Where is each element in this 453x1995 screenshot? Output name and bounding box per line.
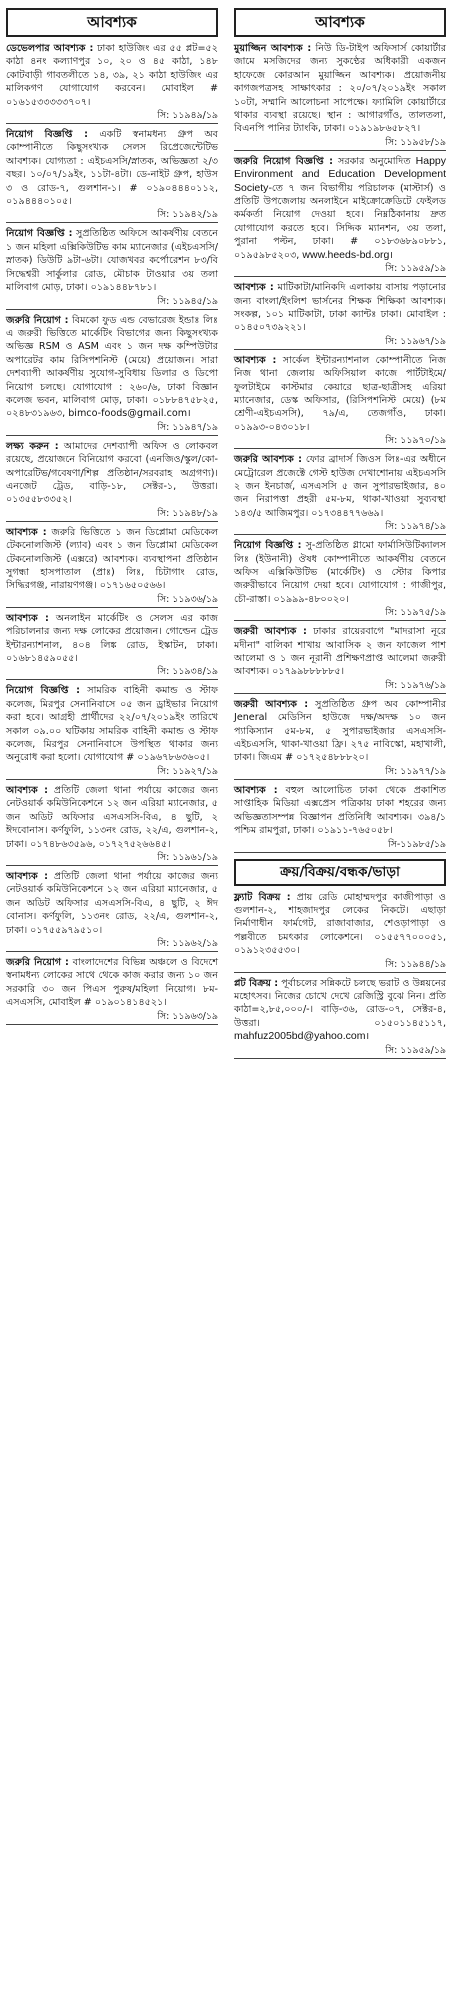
classified-ad [234, 279, 446, 352]
ad-code: সি: ১১৯৬১/১৯ [6, 851, 218, 866]
ad-keyword: আবশ্যক : [6, 612, 49, 624]
ad-code: সি: ১১৯৫৯/১৯ [234, 1044, 446, 1059]
ad-body: ঢাকা হাউজিং এর ৫৫ প্লট=৫২ কাঠা ৪নং কল্যাণপুর ১০, ২০ ও ৪৫ কাঠা, ১৪৮ কোটবাড়ী গাবতলীতে ১৪, ৩৯, ২১ কাঠা হাউজিং এর মালিকগণ যোগাযোগ করবেন। মোবাইল # ০১৬১৫৩৩৩৩৩৭০৭। [6, 43, 218, 108]
ad-body: প্রায় রেডি মোহাম্মদপুর কাজীপাড়া ও গুলশান-২, শাহজাদপুর লেকের নিকটে। এছাড়া নির্মাণাধীন ফার্মগেট, রাজাবাজার, শেওড়াপাড়া ও পল্লবীতে চমৎকার লোকেশনে। ০১৫৫৭৭০০০৫১, ০১৯১২৩৫৫৩০। [234, 891, 446, 957]
ad-body: সুপ্রতিষ্ঠিত অফিসে আকর্ষণীয় বেতনে ১ জন মহিলা এক্সিকিউটিভ কাম ম্যানেজার (এইচএসসি/স্নাতক) ডিউটি ৯টা-৬টা। যোজখবর কর্পোরেশন ৮৩/বি সিদ্ধেশ্বরী সার্কুলার রোড, মৌচাক টাওয়ার ৩য় তলা মালিবাগ মোড়, ঢাকা। ০১৯১৪৪৮৭৮১। [6, 228, 218, 294]
classified-ad [6, 682, 218, 781]
ad-keyword: ডেভেলপার আবশ্যক : [6, 43, 94, 54]
ad-code: সি: ১১৯৬৩/১৯ [6, 1010, 218, 1025]
section-header-wanted-right: আবশ্যক [234, 8, 446, 37]
classified-ad [234, 537, 446, 623]
ad-body: সরকার অনুমোদিত [332, 155, 416, 167]
ad-tail: । [389, 249, 394, 261]
classified-ad [6, 610, 218, 683]
ad-keyword: জরুরি নিয়োগ : [6, 956, 69, 968]
ad-body: অনলাইন মার্কেটিং ও সেলস এর কাজ পরিচালনার জন্য দক্ষ লোকের প্রয়োজন। গোল্ডেন ট্রেড ইন্টারন্যাশনাল, ৪০৪ লিঙ্ক রোড, ইস্কাটন, ঢাকা। ০১৬৮১৪৫৯০৫৫। [6, 612, 218, 665]
ad-website: www.heeds-bd.org [302, 248, 390, 261]
classified-ad [234, 451, 446, 537]
classified-ad [234, 153, 446, 279]
ad-keyword: নিয়োগ বিজ্ঞপ্তি : [6, 228, 73, 240]
ad-code: সি: ১১৯২৭/১৯ [6, 765, 218, 780]
ad-code: সি: ১১৯৭৭/১৯ [234, 765, 446, 780]
ad-keyword: জরুরী আবশ্যক : [234, 626, 307, 638]
ad-code: সি: ১১৯৪৮/১৯ [6, 507, 218, 522]
ad-body: প্রতিটি জেলা থানা পর্যায়ে কাজের জন্য নেটওয়ার্ক কমিউনিকেশনে ১২ জন এরিয়া ম্যানেজার, ৫ জন অডিট অফিসার এসএসসি-বিএ, ৪ ছুটি, ২ ঈদ বোনাস। কর্ণফুলি, ১১৩নং রোড, ২২/এ, গুলশান-২, ঢাকা। ০১৭৫৫৯৭৯৫১০। [6, 870, 218, 936]
classified-ad [234, 40, 446, 153]
ad-keyword: মুয়াজ্জিন আবশ্যক : [234, 43, 312, 54]
right-ads-list [234, 40, 446, 855]
section-header-wanted: আবশ্যক [6, 8, 218, 37]
ad-body: নিউ ডি-টাইপ অফিসার্স কোয়ার্টার জামে মসজিদের জন্য সুকণ্ঠের অধিকারী একজন হাফেজে কোরআন মুয়াজ্জিন আবশ্যক। প্রয়োজনীয় কাগজপত্রসহ সাক্ষাৎকার : ২০/০৭/২০১৯ইং সকাল ১০টা, সম্মানি আলোচনা সাপেক্ষে। ফ্যামিলি কোয়ার্টারে থাকার ব্যবস্থা রয়েছে। স্থান : আগারগাঁও, তালতলা, বিএনপি পানির ট্যাংকি, ঢাকা। ০১৯১৯৮৬৫৮২৭। [234, 43, 446, 135]
ad-code: সি: ১১৯৭৬/১৯ [234, 679, 446, 694]
ad-body-continued: -তে ৭ জন বিভাগীয় পরিচালক (মাস্টার্স) ও প্রতিটি উপজেলায় অনলাইনে মাইক্রোক্রেডিটে ফেইলড কর্মকর্তা নিয়োগ দেওয়া হবে। নিম্নঠিকানায় দ্রুত যোগাযোগ করতে হবে। সিদ্দিক ম্যানশন, ৩য় তলা, পুরানা পল্টন, ঢাকা। # ০১৮৩৬৮৯০৮৮১, ০১৯৫৯৮৫২০৩, [234, 182, 446, 261]
ad-keyword: জরুরী আবশ্যক : [234, 698, 309, 710]
ad-body: জরুরি ভিত্তিতে ১ জন ডিপ্লোমা মেডিকেল টেকনোলজিস্ট (ল্যাব) এবং ১ জন ডিপ্লোমা মেডিকেল টেকনোলজিস্ট (এক্সরে) আবশ্যক। ব্যবস্থাপনা প্রতিষ্ঠান সুগন্ধা হাসপাতাল (প্রাঃ) লিঃ, চিটাগাং রোড, সিদ্ধিরগঞ্জ, নারায়ণগঞ্জ। ০১৭১৬৫০৫৬৬। [6, 526, 218, 592]
ad-keyword: প্লট বিক্রয় : [234, 977, 279, 989]
classified-ad [234, 352, 446, 451]
ad-keyword: আবশ্যক : [234, 282, 274, 294]
ad-code: সি: ১১৯৪৪/১৯ [234, 958, 446, 973]
classified-ad [6, 312, 218, 438]
ad-keyword: জরুরি নিয়োগ বিজ্ঞপ্তি : [234, 155, 333, 167]
ad-code: সি: ১১৯৪২/১৯ [6, 208, 218, 223]
ad-body: একটি স্বনামধন্য গ্রুপ অব কোম্পানীতে কিছুসংখ্যক সেলস রিপ্রেজেন্টেটিভ আবশ্যক। যোগ্যতা : এইচএসসি/স্নাতক, অভিজ্ঞতা ২/৩ বছর। ১০/০৭/১৯ইং, ১১টা-৪টা। ডে-নাইট গ্রুপ, হাউস ৩ ও রোড-৭, গুলশান-১। # ০১৯০৪৪৪০১১২, ০১৯৪৪৪০১০৫। [6, 129, 218, 208]
ad-keyword: আবশ্যক : [6, 784, 48, 796]
ad-body: ফোর ব্রাদার্স জিওস লিঃ-এর অধীনে মেট্রোরেল প্রজেক্টে গেস্ট হাউজ দেখাশোনায় এইচএসসি ২ জন ইনচার্জ, এসএসসি ৫ জন সুপারভাইজার, ৪০ জন নিরাপত্তা প্রহরী ৫ম-৮ম, থাকা-খাওয়া সুব্যবস্থা ১৪৩/৫ আজিমপুর। ০১৭৩৪৪৭৭৬৬৯। [234, 454, 447, 519]
ad-code: সি: ১১৯৫৯/১৯ [234, 262, 446, 277]
ad-body: বাংলাদেশের বিভিন্ন অঞ্চলে ও বিদেশে স্বনামধন্য লোকের সাথে থেকে কাজ করার জন্য ১০ জন সরকারি ৩০ জন পিএস পুরুষ/মহিলা নিয়োগ। ৮ম-এসএসসি, মোবাইল # ০১৯০১৪১৪৫২১। [6, 956, 219, 1009]
ad-keyword: জরুরি নিয়োগ : [6, 314, 69, 326]
ad-body: সু-প্রতিষ্ঠিত গ্লামো ফার্মাসিউটিক্যালস লিঃ (ইউনানী) ঔষধ কোম্পানীতে আকর্ষণীয় বেতনে অফিস এক্সিকিউটিভ (মার্কেটিং) ও স্টোর কিপার জরুরীভাবে নিয়োগ দেয়া হবে। যোগাযোগ : গাজীপুর, চৌ-রাস্তা। ০১৯৯৯-৪৮০০২০। [234, 540, 446, 605]
ad-code: সি: ১১৯৬২/১৯ [6, 937, 218, 952]
ad-body: সুপ্রতিষ্ঠিত গ্রুপ অব কোম্পানীর Jeneral মেডিসিন হাউজে দক্ষ/অদক্ষ ১০ জন প্যাকিস্যান ৫ম-৮ম, ৫ সুপারভাইজার এসএসসি-এইচএসসি, থাকা-খাওয়া ফ্রি। ২৭৫ নাবিস্কো, মহাখালী, ঢাকা। জিএম # ০১৭২৫৪৮৮৮২০। [234, 698, 447, 764]
classified-ad [6, 40, 218, 126]
ad-keyword: জরুরি আবশ্যক : [234, 454, 302, 466]
classified-ad [6, 438, 218, 524]
classified-ad [6, 868, 218, 954]
classified-ad [234, 696, 446, 782]
ad-keyword: নিয়োগ বিজ্ঞপ্তি : [6, 685, 80, 697]
ad-body: সামরিক বাহিনী কমান্ড ও স্টাফ কলেজ, মিরপুর সেনানিবাসে ০৫ জন ড্রাইভার নিয়োগ করা হবে। আগ্রহী প্রার্থীদের ২২/০৭/২০১৯ইং তারিখে সকাল ০৯.০০ ঘটিকায় সামরিক বাহিনী কমান্ড ও স্টাফ কলেজ, মিরপুর সেনানিবাসে উপস্থিত থাকার জন্য অনুরোধ করা হলো। যোগাযোগ # ০১৯৬৭৮৬৩৬০৫। [6, 685, 218, 764]
ad-body: বহুল আলোচিত ঢাকা থেকে প্রকাশিত সাপ্তাহিক মিডিয়া এক্সপ্রেস পত্রিকায় ঢাকা শহরের জন্য অভিজ্ঞতাসম্পন্ন বিজ্ঞাপন প্রতিনিধি আবশ্যক। ৩৯৪/১ পশ্চিম রামপুরা, ঢাকা। ০১৯১১-৭৬৫০৫৮। [234, 784, 446, 837]
ad-code: সি: ১১৯৭৪/১৯ [234, 520, 446, 535]
classified-ad [6, 782, 218, 868]
ad-body: মাটিকাটা/মানিকদি এলাকায় বাসায় পড়ানোর জন্য বাংলা/ইংলিশ ভার্সনের শিক্ষক শিক্ষিকা আবশ্যক। সংকল্প, ১০১ মাটিকাটা, ঢাকা ক্যান্টঃ ঢাকা। মোবাইল : ০১৪৫০৭৩৯২২১। [234, 282, 446, 334]
ad-code: সি: ১১৯৭৫/১৯ [234, 606, 446, 621]
ad-body: ঢাকার রায়েরবাগে "মাদরাসা নূরে মদীনা" বালিকা শাখায় আবাসিক ২ জন ফাজেল পাশ আলেমা ও ১ জন নূরানী প্রশিক্ষণপ্রাপ্ত আলেমা জরুরী আবশ্যক। ০১৭৯৯৮৮৮৮৮৫। [234, 626, 446, 678]
ad-code: সি-১১৯৮৫/১৯ [234, 838, 446, 853]
classified-ad [6, 126, 218, 225]
ad-body: পূর্বাচলের সন্নিকটে চলছে ভরাট ও উন্নয়নের মহোৎসব। নিজের চোখে দেখে রেজিস্ট্রি বুঝে নিন। প্রতি কাঠা=২,৮৫,০০০/-। বাড়ি-৩৬, রোড-০৭, সেক্টর-৪, উত্তরা। ০১৫০১১৪৫১১৭, [234, 977, 446, 1029]
ad-keyword: নিয়োগ বিজ্ঞপ্তি : [6, 129, 88, 141]
ad-code: সি: ১১৯৫৮/১৯ [234, 136, 446, 151]
ad-english-text: mahfuz2005bd@yahoo.com [234, 1030, 366, 1043]
section-header-buy-sell: ক্রয়/বিক্রয়/বন্ধক/ভাড়া [234, 859, 446, 886]
buy-sell-ads-list [234, 889, 446, 1061]
ad-keyword: ফ্ল্যাট বিক্রয় : [234, 891, 291, 903]
ad-code: সি: ১১৯৪৫/১৯ [6, 295, 218, 310]
classified-ad [6, 524, 218, 610]
ad-keyword: আবশ্যক : [6, 870, 48, 882]
right-column [234, 8, 446, 1061]
classified-ad [234, 782, 446, 855]
ad-keyword: আবশ্যক : [234, 784, 278, 796]
ad-code: সি: ১১৯৩৬/১৯ [6, 593, 218, 608]
classified-ad [6, 225, 218, 311]
ad-code: সি: ১১৯৪৭/১৯ [6, 421, 218, 436]
ad-body: সার্কেল ইন্টারন্যাশনাল কোম্পানীতে নিজ নিজ থানা জেলায় অফিসিয়াল কাজে পার্টটাইমে/ফুলটাইমে কাস্টমার কেয়ারে ছাত্র-ছাত্রীসহ এরিয়া ম্যানেজার, ডেস্ক অফিসার, (রিসিপশনিস্ট মেয়ে) (৮ম শ্রেণী-এইচএসসি), ৭৯/এ, তেজগাঁও, ঢাকা। ০১৯৯৩-০৪৩০১৮। [234, 354, 446, 433]
buy-sell-section [234, 859, 446, 1061]
ad-code: সি: ১১৯৬৭/১৯ [234, 335, 446, 350]
ad-keyword: লক্ষ্য করুন : [6, 440, 59, 452]
classified-ad [234, 623, 446, 696]
left-ads-list [6, 40, 218, 1027]
ad-english-text: Happy Environment and Education Development Society [234, 154, 446, 194]
ad-code: সি: ১১৯৩৪/১৯ [6, 665, 218, 680]
classified-ad [234, 889, 446, 975]
ad-keyword: আবশ্যক : [234, 354, 277, 366]
ad-keyword: আবশ্যক : [6, 526, 47, 538]
ad-body: প্রতিটি জেলা থানা পর্যায়ে কাজের জন্য নেটওয়ার্ক কমিউনিকেশনে ১২ জন এরিয়া ম্যানেজার, ৫ জন অডিট অফিসার এসএসসি-বিএ, ৪ ছুটি, ২ ঈদবোনাস। কর্ণফুলি, ১১৩নং রোড, ২২/এ, গুলশান-২, ঢাকা। ০১৭৪৮৬৩৫৯৬, ০১৭২৭৫২৬৬৪৫। [6, 784, 218, 850]
classified-ad [6, 954, 218, 1027]
ad-tail: । [365, 1031, 370, 1043]
ad-body: বিমকো ফুড এন্ড বেভারেজ ইন্ডাঃ লিঃ এ জরুরী ভিত্তিতে মার্কেটিং বিভাগের জন্য কিছুসংখ্যক অভিজ্ঞ RSM ও ASM এবং ১ জন দক্ষ কম্পিউটার অপারেটর কাম রিসিপশনিস্ট (মেয়ে) প্রয়োজন। সারা দেশব্যাপী আকর্ষণীয় সুযোগ-সুবিধায় ডিলার ও ডিপো নিয়োগ চলছে। যোগাযোগ : ২৬০/৬, ঢাকা বিজ্ঞান কলেজ ভবন, মালিবাগ মোড়, ঢাকা। ০১৮৮৪৭৫৮২৫, ০২৪৮৩১৯৬৩, bimco-foods@gmail.com। [6, 314, 218, 420]
classified-ad [234, 975, 446, 1061]
ad-code: সি: ১১৯৭০/১৯ [234, 434, 446, 449]
ad-keyword: নিয়োগ বিজ্ঞপ্তি : [234, 540, 302, 552]
left-column [6, 8, 218, 1027]
ad-code: সি: ১১৯৪৯/১৯ [6, 109, 218, 124]
ad-body: আমাদের দেশব্যাপী অফিস ও লোকবল রয়েছে, প্রয়োজনে বিনিয়োগ করবো (এনজিও/স্কুল/কো-অপারেটিভ/গবেষণা/শিল্প প্রতিষ্ঠান/সরবরাহ অগ্রগণ্য)। এনজেট ট্রেড, বাড়ি-১৮, সেক্টর-১, উত্তরা। ০১৩৫৫৮৩৩৫২। [6, 440, 218, 506]
